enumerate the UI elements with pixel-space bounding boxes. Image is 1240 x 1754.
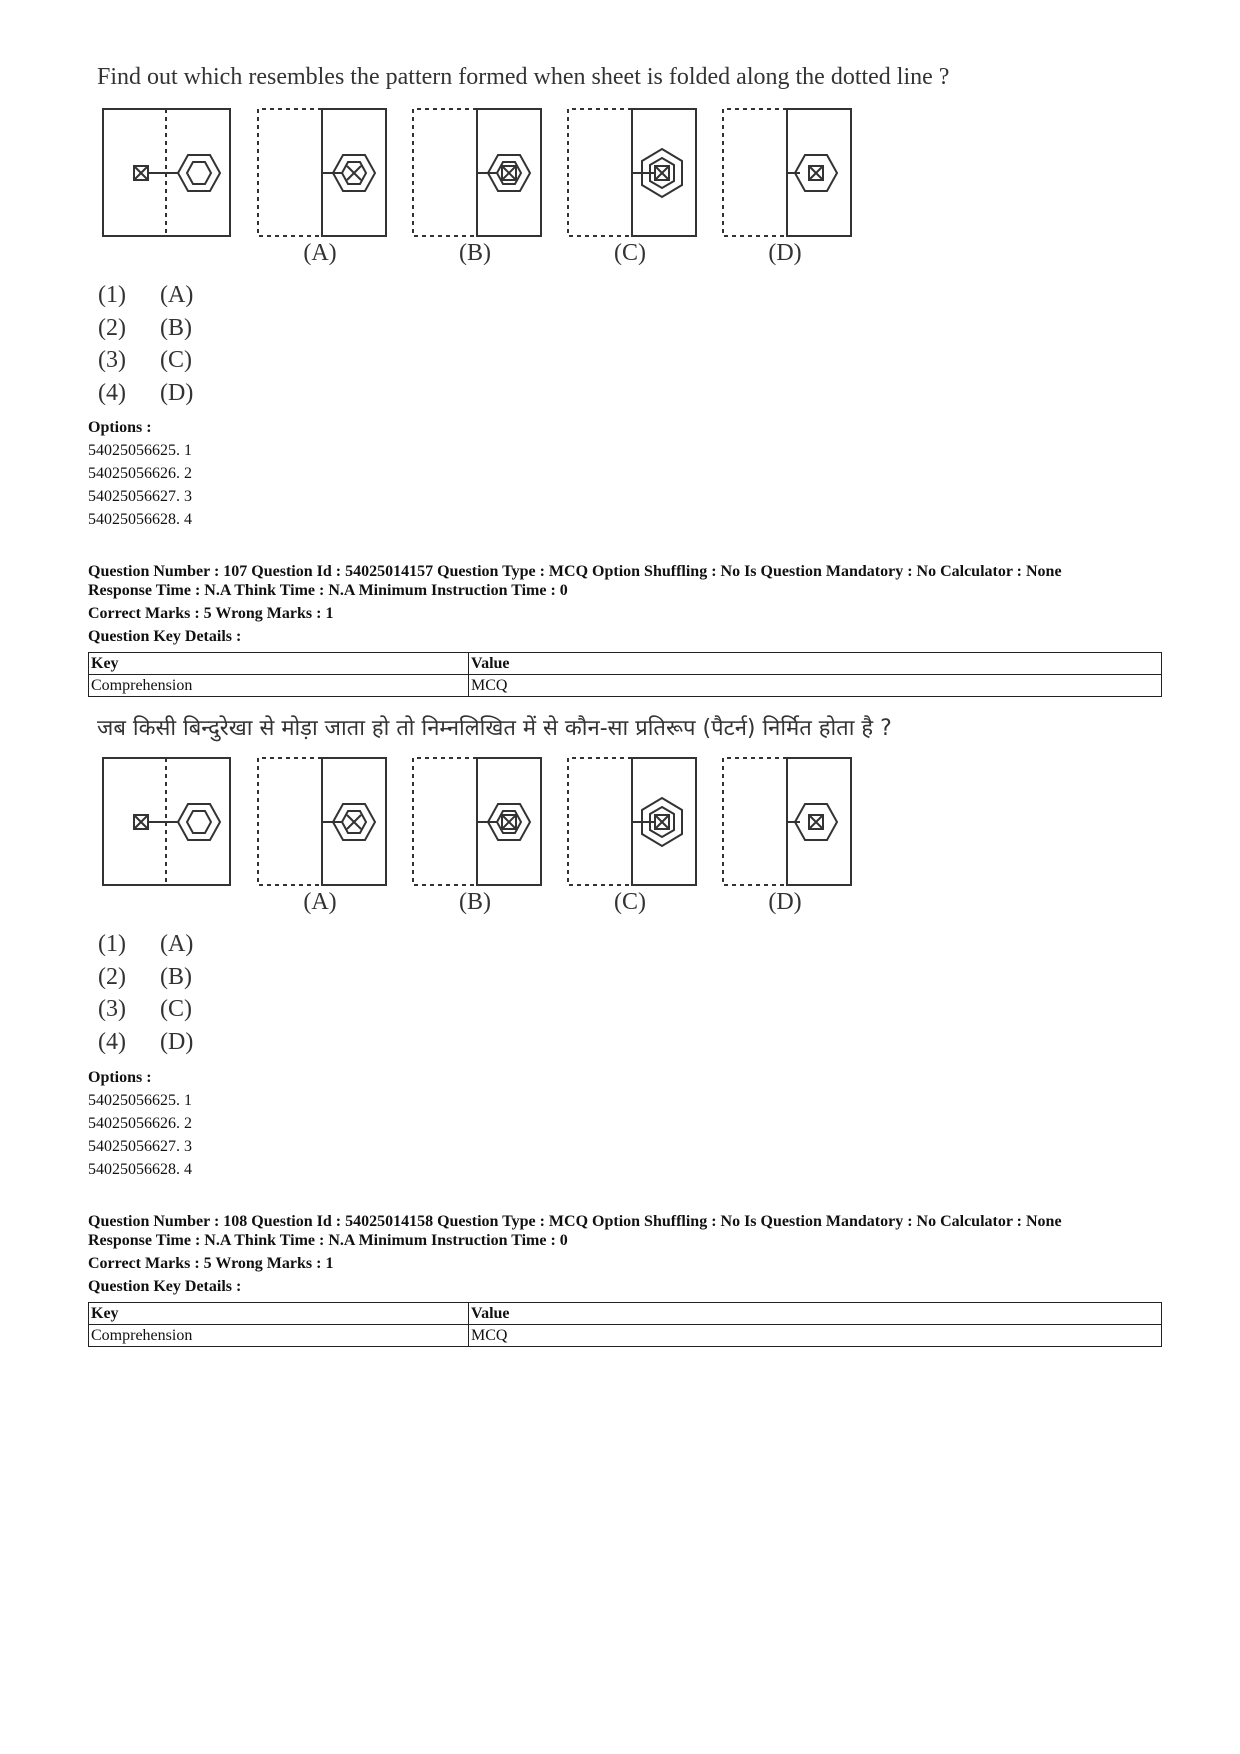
figure-option-d: [723, 758, 851, 885]
options-list: [88, 416, 192, 531]
meta-line: Response Time : N.A Think Time : N.A Minimum Instruction Time : 0: [88, 1232, 568, 1249]
question-meta: [88, 562, 1168, 646]
figure-option-c: [568, 109, 696, 236]
answer-choice: (1) (A): [98, 282, 194, 308]
options-list: [88, 1066, 192, 1181]
answer-choice: (2) (B): [98, 963, 192, 990]
figure-label-c: (C): [614, 240, 646, 266]
figure-option-a: [258, 109, 386, 236]
figure-label-b: (B): [459, 240, 491, 266]
folding-figure: [100, 106, 860, 276]
figure-label-d: (D): [768, 889, 802, 915]
option-item: 54025056628. 4: [88, 1161, 192, 1178]
meta-line: Question Number : 107 Question Id : 54025014157 Question Type : MCQ Option Shuffling : No Is Question Mandatory : No Calculator : None: [88, 563, 1062, 580]
option-item: 54025056626. 2: [88, 465, 192, 482]
question-text: Find out which resembles the pattern formed when sheet is folded along the dotted line ?: [97, 64, 950, 90]
figure-option-b: [413, 109, 541, 236]
figure-option-c: [568, 758, 696, 885]
answer-choice: (3) (C): [98, 347, 192, 373]
answer-choice: (2) (B): [98, 314, 192, 341]
folding-figure-svg: [100, 755, 860, 890]
folding-figure-svg: [100, 106, 860, 241]
table-header-value: Value: [469, 653, 1162, 675]
question-text-hindi: जब किसी बिन्दुरेखा से मोड़ा जाता हो तो निम्नलिखित में से कौन-सा प्रतिरूप (पैटर्न) निर्मित होता है ?: [97, 716, 892, 741]
figure-label-a: (A): [303, 889, 337, 915]
marks-line: Correct Marks : 5 Wrong Marks : 1: [88, 605, 334, 622]
options-label: Options :: [88, 419, 152, 436]
answer-choice: (3) (C): [98, 996, 192, 1022]
figure-option-d: [723, 109, 851, 236]
meta-line: Response Time : N.A Think Time : N.A Minimum Instruction Time : 0: [88, 582, 568, 599]
figure-label-c: (C): [614, 889, 646, 915]
option-item: 54025056625. 1: [88, 442, 192, 459]
key-value-table: [88, 652, 1162, 697]
meta-line: Question Number : 108 Question Id : 54025014158 Question Type : MCQ Option Shuffling : No Is Question Mandatory : No Calculator : None: [88, 1213, 1062, 1230]
answer-choice: (4) (D): [98, 1028, 194, 1055]
option-item: 54025056627. 3: [88, 1138, 192, 1155]
figure-option-a: [258, 758, 386, 885]
figure-option-b: [413, 758, 541, 885]
option-item: 54025056626. 2: [88, 1115, 192, 1132]
table-header-key: Key: [89, 1303, 469, 1325]
table-header-key: Key: [89, 653, 469, 675]
key-details-label: Question Key Details :: [88, 628, 242, 645]
option-item: 54025056625. 1: [88, 1092, 192, 1109]
option-item: 54025056628. 4: [88, 511, 192, 528]
folding-figure: [100, 755, 860, 925]
options-label: Options :: [88, 1069, 152, 1086]
answer-choices: [98, 282, 193, 412]
hexagon-icon: [178, 804, 220, 840]
figure-label-b: (B): [459, 889, 491, 915]
option-item: 54025056627. 3: [88, 488, 192, 505]
answer-choice: (1) (A): [98, 931, 194, 957]
figure-label-d: (D): [768, 240, 802, 266]
figure-label-a: (A): [303, 240, 337, 266]
answer-choice: (4) (D): [98, 379, 194, 406]
table-row: Comprehension MCQ: [89, 675, 1162, 697]
table-header-value: Value: [469, 1303, 1162, 1325]
key-value-table: [88, 1302, 1162, 1347]
question-meta: [88, 1212, 1168, 1296]
answer-choices: [98, 931, 193, 1061]
marks-line: Correct Marks : 5 Wrong Marks : 1: [88, 1255, 334, 1272]
table-row: Comprehension MCQ: [89, 1325, 1162, 1347]
hexagon-icon: [178, 155, 220, 191]
key-details-label: Question Key Details :: [88, 1278, 242, 1295]
